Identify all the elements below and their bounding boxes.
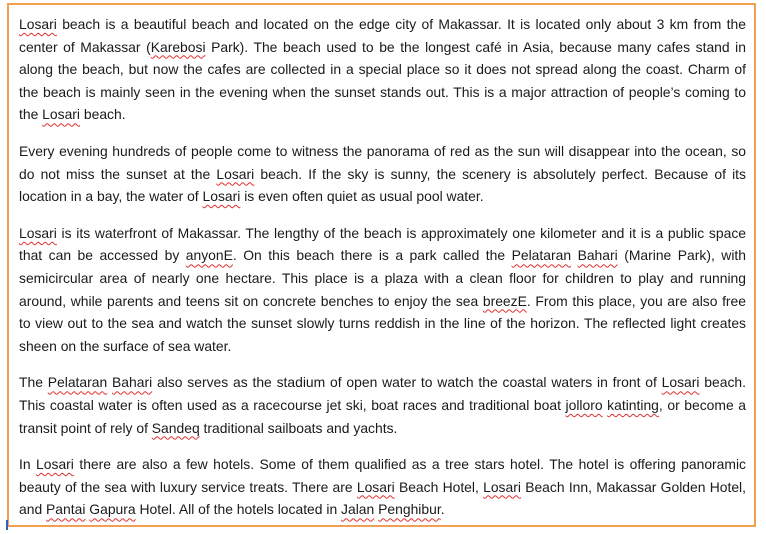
text-run: In (19, 456, 37, 473)
paragraph-3[interactable] (19, 222, 746, 358)
misspelled-word: breezE (482, 292, 527, 309)
text-run: beach. This coastal water is often used as a racecourse jet ski, boat races and traditional boat (19, 374, 746, 413)
misspelled-word: katinting (607, 396, 659, 413)
misspelled-word: Pelataran (47, 374, 108, 391)
misspelled-word: Gapura (89, 501, 136, 518)
misspelled-word: Penghibur (378, 501, 441, 518)
text-run: (Marine Park), with semicircular area of nearly one hectare. This place is a plaza with a clean floor for children to play and running around, while parents and teens sit on concrete benches to enjoy the sea (19, 247, 746, 309)
text-run: The (19, 374, 48, 391)
misspelled-word: Bahari (577, 247, 618, 264)
misspelled-word: Losari (483, 478, 521, 495)
text-cursor (6, 520, 8, 530)
text-run: Hotel. All of the hotels located in (135, 501, 342, 518)
text-run: beach is a beautiful beach and located on the edge city of Makassar. It is located only about 3 km from the center of Makassar ( (19, 16, 746, 55)
misspelled-word: Bahari (112, 374, 153, 391)
misspelled-word: Losari (216, 165, 255, 182)
paragraph-2[interactable] (19, 140, 746, 208)
text-run: beach. (80, 106, 126, 123)
text-run: , or become a transit point of rely of (19, 396, 746, 436)
paragraph-4[interactable] (19, 371, 746, 439)
misspelled-word: Losari (19, 224, 57, 241)
misspelled-word: Pantai (46, 501, 86, 518)
text-run: Every evening hundreds of people come to witness the panorama of red as the sun will disappear into the ocean, so do not miss the sunset at the (19, 142, 746, 182)
text-run: Beach Inn, Makassar Golden Hotel, and (19, 478, 746, 518)
misspelled-word: Losari (356, 478, 395, 495)
misspelled-word: anyonE (185, 247, 233, 264)
text-run: . From this place, you are also free to view out to the sea and watch the sunset slowly turns reddish in the line of the horizon. The reflected light creates sheen on the surface of sea water. (19, 292, 747, 354)
text-run: also serves as the stadium of open water to watch the coastal waters in front of (152, 374, 662, 391)
text-run: beach. If the sky is sunny, the scenery is absolutely perfect. Because of its location in a bay, the water of (19, 165, 746, 205)
text-run: traditional sailboats and yachts. (199, 419, 398, 436)
misspelled-word: Sandeq (151, 419, 200, 436)
text-run: . On this beach there is a park called the (232, 247, 512, 264)
misspelled-word: Losari (19, 16, 57, 32)
misspelled-word: Losari (42, 106, 81, 123)
misspelled-word: Losari (202, 188, 241, 205)
text-run: there are also a few hotels. Some of them qualified as a tree stars hotel. The hotel is offering panoramic beauty of the sea with luxury service treats. There are (19, 456, 746, 495)
text-run: Beach Hotel, (394, 478, 484, 495)
misspelled-word: Pelataran (511, 247, 572, 264)
misspelled-word: Losari (661, 374, 700, 391)
document-text-box[interactable] (7, 3, 756, 527)
paragraph-5[interactable] (19, 453, 746, 521)
text-run: is its waterfront of Makassar. The lengthy of the beach is approximately one kilometer and it is a public space that can be accessed by (19, 224, 746, 264)
misspelled-word: Losari (36, 456, 74, 473)
text-run: is even often quiet as usual pool water. (240, 188, 484, 205)
misspelled-word: Karebosi (150, 38, 206, 55)
misspelled-word: jolloro (565, 396, 603, 413)
text-run: . (440, 501, 445, 518)
text-run: Park). The beach used to be the longest café in Asia, because many cafes stand in along the beach, but now the cafes are collected in a special place so it does not spread along the coast. Charm of the beach is mainly seen in the evening when the sunset stands out. This is a major attraction of people’s coming to the (19, 38, 746, 123)
paragraph-1[interactable] (19, 13, 746, 126)
misspelled-word: Jalan (341, 501, 375, 518)
